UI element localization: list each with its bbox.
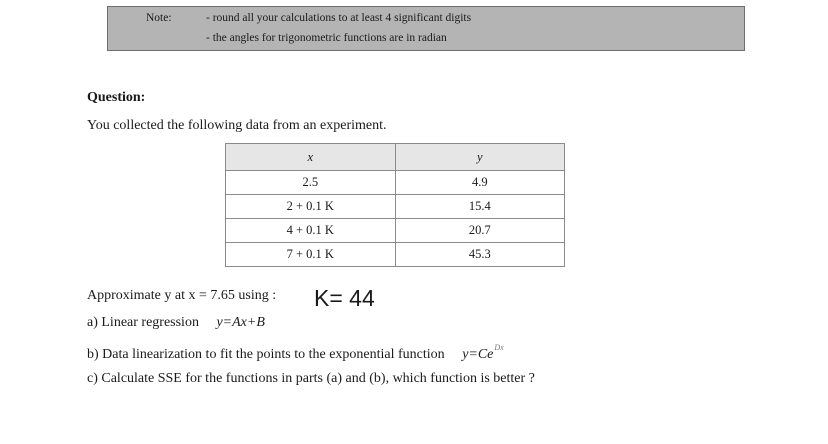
question-intro: You collected the following data from an experiment. bbox=[87, 118, 387, 133]
note-label: Note: bbox=[146, 12, 172, 24]
part-a bbox=[87, 315, 265, 331]
table-cell-y: 15.4 bbox=[395, 195, 565, 219]
data-table bbox=[225, 143, 565, 267]
table-cell-x: 2.5 bbox=[226, 171, 396, 195]
part-b-text: b) Data linearization to fit the points to the exponential function bbox=[87, 347, 445, 362]
part-c: c) Calculate SSE for the functions in parts (a) and (b), which function is better ? bbox=[87, 371, 535, 386]
table-cell-x: 4 + 0.1 K bbox=[226, 219, 396, 243]
table-row bbox=[226, 243, 565, 267]
table-row bbox=[226, 171, 565, 195]
linear-formula: y=Ax+B bbox=[216, 315, 265, 330]
part-a-text: a) Linear regression bbox=[87, 315, 199, 330]
approximate-instruction: Approximate y at x = 7.65 using : bbox=[87, 288, 277, 303]
k-value: K= 44 bbox=[314, 285, 375, 311]
note-box bbox=[107, 6, 745, 51]
column-header-y: y bbox=[395, 144, 565, 171]
note-line-radian: - the angles for trigonometric functions are in radian bbox=[206, 32, 447, 44]
part-b bbox=[87, 343, 504, 363]
table-row bbox=[226, 219, 565, 243]
exponential-formula bbox=[462, 343, 504, 362]
note-line-significant-digits: - round all your calculations to at least 4 significant digits bbox=[206, 12, 472, 24]
table-cell-x: 7 + 0.1 K bbox=[226, 243, 396, 267]
table-cell-y: 45.3 bbox=[395, 243, 565, 267]
table-cell-y: 4.9 bbox=[395, 171, 565, 195]
question-heading: Question: bbox=[87, 90, 146, 105]
exponential-formula-exponent: Dx bbox=[494, 343, 504, 352]
table-cell-x: 2 + 0.1 K bbox=[226, 195, 396, 219]
table-row bbox=[226, 195, 565, 219]
table-cell-y: 20.7 bbox=[395, 219, 565, 243]
exponential-formula-base: y=Ce bbox=[462, 347, 494, 362]
column-header-x: x bbox=[226, 144, 396, 171]
table-header-row bbox=[226, 144, 565, 171]
